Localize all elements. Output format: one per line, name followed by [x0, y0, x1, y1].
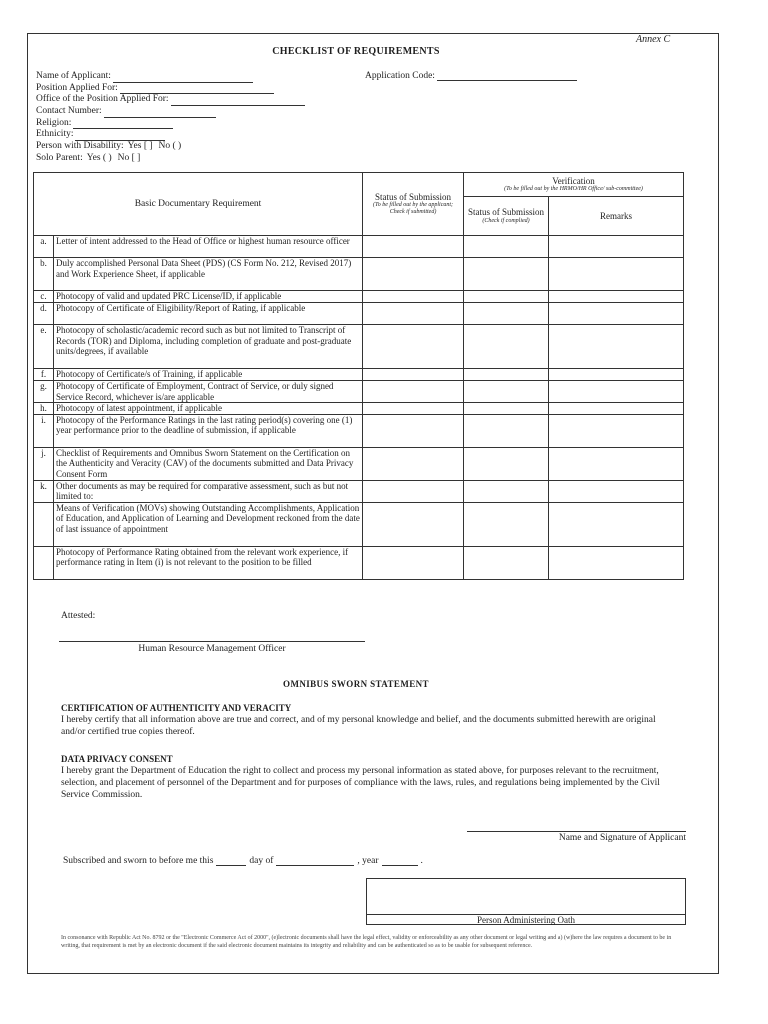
sworn-text-4: .	[420, 856, 423, 866]
applicant-info-label: Religion:	[36, 117, 72, 128]
row-requirement: Means of Verification (MOVs) showing Outstanding Accomplishments, Application of Education, and Application of Learning and Development reckoned from the date of last issuance of appointment	[54, 502, 363, 546]
row-requirement: Duly accomplished Personal Data Sheet (PDS) (CS Form No. 212, Revised 2017) and Work Experience Sheet, if applicable	[54, 258, 363, 291]
remarks-cell[interactable]	[549, 291, 684, 303]
header-status-note: (To be filled out by the applicant; Check if submitted)	[372, 202, 454, 216]
status-cell[interactable]	[363, 291, 464, 303]
table-row	[34, 381, 684, 403]
remarks-cell[interactable]	[549, 325, 684, 369]
requirements-table	[33, 172, 684, 580]
applicant-signature-line[interactable]	[467, 831, 686, 832]
header-basic-requirement: Basic Documentary Requirement	[34, 173, 363, 236]
row-letter	[34, 502, 54, 546]
remarks-cell[interactable]	[549, 502, 684, 546]
applicant-info-row	[36, 153, 305, 165]
application-code-blank[interactable]	[437, 71, 577, 81]
oath-label: Person Administering Oath	[477, 915, 575, 925]
verification-status-cell[interactable]	[464, 480, 549, 502]
applicant-info-label: Position Applied For:	[36, 82, 118, 93]
row-requirement: Photocopy of Certificate of Eligibility/Report of Rating, if applicable	[54, 303, 363, 325]
row-letter: k.	[34, 480, 54, 502]
sworn-text-2: day of	[249, 856, 274, 866]
row-requirement: Photocopy of scholastic/academic record such as but not limited to Transcript of Records (TOR) and Diploma, including completion of graduate and post-graduate units/degrees, if available	[54, 325, 363, 369]
applicant-info-blank[interactable]	[171, 96, 305, 106]
applicant-info	[36, 71, 305, 165]
applicant-info-row	[36, 83, 305, 95]
certification-title: CERTIFICATION OF AUTHENTICITY AND VERACITY	[61, 703, 292, 713]
table-row	[34, 480, 684, 502]
table-row	[34, 325, 684, 369]
row-letter: a.	[34, 236, 54, 258]
verification-status-cell[interactable]	[464, 303, 549, 325]
table-row	[34, 236, 684, 258]
applicant-info-label: Ethnicity:	[36, 129, 74, 140]
header-ver-status-label: Status of Submission	[468, 207, 545, 218]
status-cell[interactable]	[363, 381, 464, 403]
row-letter: d.	[34, 303, 54, 325]
certification-text: I hereby certify that all information above are true and correct, and of my personal knowledge and belief, and the documents submitted herewith are original and/or certified true copies thereof.	[61, 715, 656, 737]
header-verification-label: Verification	[552, 175, 595, 186]
verification-status-cell[interactable]	[464, 546, 549, 579]
status-cell[interactable]	[363, 546, 464, 579]
verification-status-cell[interactable]	[464, 414, 549, 447]
status-cell[interactable]	[363, 325, 464, 369]
header-ver-status-note: (Check if complied)	[482, 217, 530, 224]
sworn-month-blank[interactable]	[276, 856, 354, 866]
row-letter: b.	[34, 258, 54, 291]
applicant-info-blank[interactable]	[104, 108, 216, 118]
row-letter: c.	[34, 291, 54, 303]
attested-label: Attested:	[61, 611, 96, 621]
applicant-info-row	[36, 129, 305, 141]
applicant-info-row	[36, 94, 305, 106]
row-requirement: Photocopy of valid and updated PRC License/ID, if applicable	[54, 291, 363, 303]
applicant-info-row	[36, 118, 305, 130]
remarks-cell[interactable]	[549, 403, 684, 415]
application-code-label: Application Code:	[365, 71, 435, 81]
verification-status-cell[interactable]	[464, 447, 549, 480]
applicant-info-row	[36, 71, 305, 83]
remarks-cell[interactable]	[549, 236, 684, 258]
remarks-cell[interactable]	[549, 258, 684, 291]
status-cell[interactable]	[363, 369, 464, 381]
remarks-cell[interactable]	[549, 480, 684, 502]
applicant-info-row	[36, 106, 305, 118]
application-code-field[interactable]	[365, 71, 577, 81]
header-status-label: Status of Submission	[375, 191, 452, 202]
header-remarks: Remarks	[549, 197, 684, 236]
verification-status-cell[interactable]	[464, 502, 549, 546]
verification-status-cell[interactable]	[464, 236, 549, 258]
status-cell[interactable]	[363, 447, 464, 480]
applicant-info-blank[interactable]	[113, 73, 253, 83]
row-letter: f.	[34, 369, 54, 381]
row-requirement: Checklist of Requirements and Omnibus Sworn Statement on the Certification on the Authenticity and Veracity (CAV) of the documents submitted and Data Privacy Consent Form	[54, 447, 363, 480]
applicant-info-blank[interactable]	[73, 119, 173, 129]
row-letter: h.	[34, 403, 54, 415]
header-ver-status	[464, 197, 549, 236]
table-row	[34, 291, 684, 303]
omnibus-title: OMNIBUS SWORN STATEMENT	[283, 679, 429, 689]
row-requirement: Other documents as may be required for comparative assessment, such as but not limited to:	[54, 480, 363, 502]
verification-status-cell[interactable]	[464, 403, 549, 415]
remarks-cell[interactable]	[549, 369, 684, 381]
header-verification-note: (To be filled out by the HRMO/HR Office/ sub-committee)	[504, 186, 643, 193]
applicant-info-label: Name of Applicant:	[36, 70, 111, 81]
row-requirement: Letter of intent addressed to the Head of Office or highest human resource officer	[54, 236, 363, 258]
table-row	[34, 369, 684, 381]
option-checkbox[interactable]: Yes ( )	[86, 152, 112, 163]
option-checkbox[interactable]: Yes [ ]	[127, 141, 153, 152]
applicant-info-row	[36, 141, 305, 153]
verification-status-cell[interactable]	[464, 369, 549, 381]
table-row	[34, 414, 684, 447]
table-row	[34, 403, 684, 415]
row-requirement: Photocopy of Certificate/s of Training, if applicable	[54, 369, 363, 381]
sworn-year-blank[interactable]	[382, 856, 418, 866]
header-verification	[464, 173, 684, 197]
footnote: In consonance with Republic Act No. 8792 or the "Electronic Commerce Act of 2000", (e)lectronic documents shall have the legal effect, validity or enforceability as any other document or legal writing and a) (w)here the law requires a document to be in writing, that requirement is met by an electronic document if the said electronic document maintains its integrity and reliability and can be authenticated so as to be usable for subsequent reference.	[61, 935, 672, 949]
applicant-info-options[interactable]	[128, 141, 188, 153]
table-row	[34, 447, 684, 480]
row-letter	[34, 546, 54, 579]
applicant-info-label: Contact Number:	[36, 106, 102, 117]
hrmo-signature-line[interactable]	[59, 641, 365, 642]
table-row	[34, 546, 684, 579]
oath-signature-box[interactable]	[366, 878, 686, 925]
sworn-text-3: , year	[357, 856, 379, 866]
row-letter: g.	[34, 381, 54, 403]
remarks-cell[interactable]	[549, 414, 684, 447]
verification-status-cell[interactable]	[464, 258, 549, 291]
applicant-info-label: Office of the Position Applied For:	[36, 94, 169, 105]
table-row	[34, 258, 684, 291]
option-checkbox[interactable]: No [ ]	[117, 152, 141, 163]
applicant-info-blank[interactable]	[120, 84, 274, 94]
header-status-of-submission	[363, 173, 464, 236]
row-requirement: Photocopy of the Performance Ratings in the last rating period(s) covering one (1) year performance prior to the deadline of submission, if applicable	[54, 414, 363, 447]
status-cell[interactable]	[363, 414, 464, 447]
applicant-info-label: Person with Disability:	[36, 141, 124, 152]
page-title: CHECKLIST OF REQUIREMENTS	[272, 46, 440, 57]
row-requirement: Photocopy of Certificate of Employment, Contract of Service, or duly signed Service Record, whichever is/are applicable	[54, 381, 363, 403]
annex-label: Annex C	[636, 34, 671, 45]
remarks-cell[interactable]	[549, 381, 684, 403]
row-letter: i.	[34, 414, 54, 447]
sworn-statement-line	[63, 856, 423, 866]
verification-status-cell[interactable]	[464, 291, 549, 303]
status-cell[interactable]	[363, 502, 464, 546]
row-letter: e.	[34, 325, 54, 369]
sworn-day-blank[interactable]	[216, 856, 246, 866]
applicant-info-options[interactable]	[87, 153, 147, 165]
row-requirement: Photocopy of Performance Rating obtained from the relevant work experience, if performance rating in Item (i) is not relevant to the position to be filled	[54, 546, 363, 579]
table-row	[34, 303, 684, 325]
remarks-cell[interactable]	[549, 447, 684, 480]
status-cell[interactable]	[363, 303, 464, 325]
applicant-info-blank[interactable]	[75, 131, 165, 141]
data-privacy-title: DATA PRIVACY CONSENT	[61, 754, 173, 764]
status-cell[interactable]	[363, 258, 464, 291]
status-cell[interactable]	[363, 480, 464, 502]
status-cell[interactable]	[363, 236, 464, 258]
table-row	[34, 502, 684, 546]
verification-status-cell[interactable]	[464, 325, 549, 369]
data-privacy-text: I hereby grant the Department of Education the right to collect and process my personal information as stated above, for purposes relevant to the recruitment, selection, and placement of personnel of the Department and for purposes of compliance with the laws, rules, and regulations being implemented by the Civil Service Commission.	[61, 766, 660, 800]
applicant-signature-label: Name and Signature of Applicant	[558, 833, 686, 843]
sworn-text-1: Subscribed and sworn to before me this	[63, 856, 214, 866]
verification-status-cell[interactable]	[464, 381, 549, 403]
hrmo-label: Human Resource Management Officer	[138, 644, 286, 654]
applicant-info-label: Solo Parent:	[36, 152, 83, 163]
option-checkbox[interactable]: No ( )	[158, 141, 182, 152]
remarks-cell[interactable]	[549, 546, 684, 579]
row-letter: j.	[34, 447, 54, 480]
status-cell[interactable]	[363, 403, 464, 415]
remarks-cell[interactable]	[549, 303, 684, 325]
row-requirement: Photocopy of latest appointment, if applicable	[54, 403, 363, 415]
